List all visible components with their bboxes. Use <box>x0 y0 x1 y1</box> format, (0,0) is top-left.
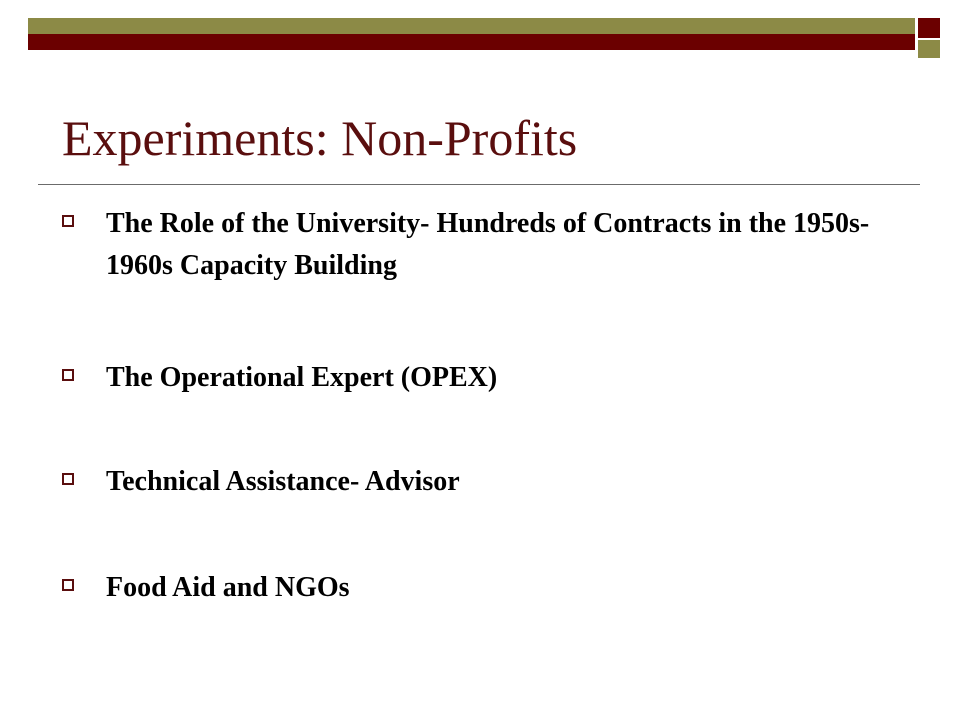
corner-square-maroon <box>918 18 940 38</box>
title-divider <box>38 184 920 185</box>
hollow-square-bullet-icon <box>62 369 74 381</box>
bullet-text: The Operational Expert (OPEX) <box>106 362 498 393</box>
bullet-item-opex <box>62 357 882 399</box>
hollow-square-bullet-icon <box>62 215 74 227</box>
bullet-item-technical-assistance <box>62 461 882 503</box>
slide-title: Experiments: Non-Profits <box>62 110 578 166</box>
header-band-maroon <box>28 34 915 50</box>
header-band-olive <box>28 18 915 34</box>
corner-square-olive <box>918 40 940 58</box>
bullet-text: The Role of the University- Hundreds of Contracts in the 1950s-1960s Capacity Building <box>106 208 870 281</box>
bullet-text: Food Aid and NGOs <box>106 572 350 603</box>
bullet-item-food-aid <box>62 567 882 609</box>
bullet-item-university <box>62 203 882 287</box>
bullet-text: Technical Assistance- Advisor <box>106 466 460 497</box>
hollow-square-bullet-icon <box>62 473 74 485</box>
hollow-square-bullet-icon <box>62 579 74 591</box>
